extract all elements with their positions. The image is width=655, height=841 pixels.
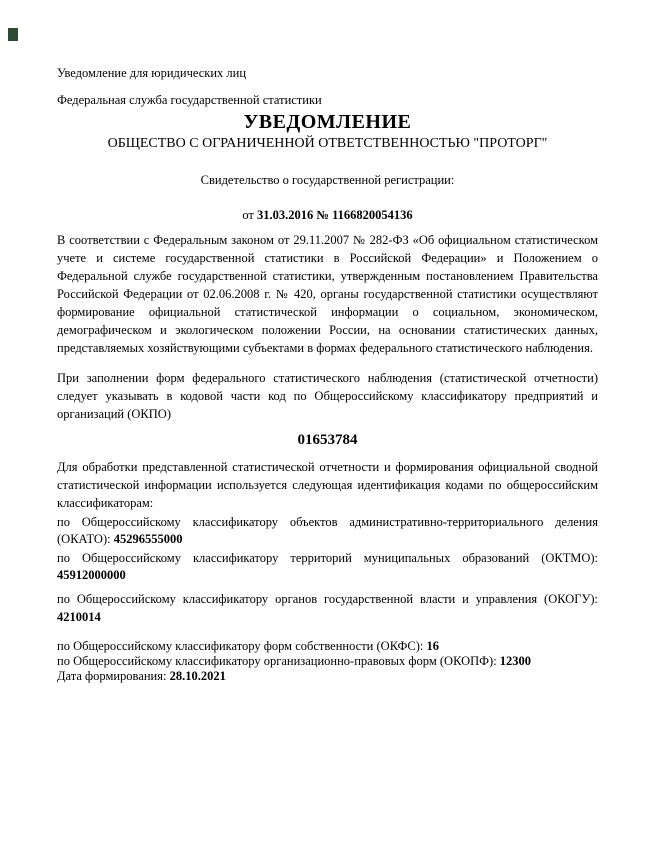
classifier-okfs — [57, 639, 598, 654]
classifier-oktmo — [57, 550, 598, 584]
classifier-okopf-code: 12300 — [499, 654, 532, 668]
agency-name: Федеральная служба государственной статистики — [57, 93, 322, 107]
classifier-oktmo-code: 45912000000 — [57, 568, 126, 582]
classifier-okogu — [57, 590, 598, 626]
classifier-okogu-code: 4210014 — [57, 610, 101, 624]
classifier-okopf-label: по Общероссийскому классификатору организационно-правовых форм (ОКОПФ): — [57, 654, 497, 668]
law-paragraph: В соответствии с Федеральным законом от 29.11.2007 № 282-ФЗ «Об официальном статистическом учете и системе государственной статистики в Российской Федерации» и Положением о Федеральной службе государственной статистики, утвержденным постановлением Правительства Российской Федерации от 02.06.2008 г. № 420, органы государственной статистики осуществляют формирование официальной статистической информации о социальном, экономическом, демографическом и экологическом положении России, на основании статистических данных, представляемых хозяйствующими субъектами в формах федерального статистического наблюдения. — [57, 233, 598, 355]
rosstat-logo-icon — [8, 28, 18, 41]
classifier-okato-code: 45296555000 — [113, 532, 183, 546]
formation-date-value: 28.10.2021 — [169, 669, 226, 683]
document-title: УВЕДОМЛЕНИЕ — [243, 111, 412, 133]
okpo-intro-paragraph: При заполнении форм федерального статистического наблюдения (статистической отчетности) следует указывать в кодовой части код по Общероссийскому классификатору предприятий и организаций (ОКПО) — [57, 371, 598, 421]
classifier-okato — [57, 514, 598, 548]
registration-value — [57, 207, 598, 223]
classifier-oktmo-label: по Общероссийскому классификатору территорий муниципальных образований (ОКТМО): — [57, 551, 598, 565]
registration-prefix: от — [242, 208, 254, 222]
classifier-okopf — [57, 654, 598, 669]
okpo-code: 01653784 — [297, 432, 358, 448]
classifier-okato-label: по Общероссийскому классификатору объектов административно-территориального деления (ОКАТО): — [57, 515, 598, 546]
registration-number: 31.03.2016 № 1166820054136 — [257, 208, 413, 222]
formation-date — [57, 669, 598, 684]
registration-label: Свидетельство о государственной регистрации: — [200, 173, 455, 187]
audience-note: Уведомление для юридических лиц — [57, 66, 247, 80]
formation-date-label: Дата формирования: — [57, 669, 167, 683]
classifier-okogu-label: по Общероссийскому классификатору органов государственной власти и управления (ОКОГУ): — [57, 592, 598, 606]
classifier-okfs-label: по Общероссийскому классификатору форм собственности (ОКФС): — [57, 639, 424, 653]
classifiers-intro-paragraph: Для обработки представленной статистической отчетности и формирования официальной сводной статистической информации используется следующая идентификация кодами по общероссийским классификаторам: — [57, 460, 598, 510]
organization-name: ОБЩЕСТВО С ОГРАНИЧЕННОЙ ОТВЕТСТВЕННОСТЬЮ "ПРОТОРГ" — [107, 136, 548, 151]
classifier-okfs-code: 16 — [426, 639, 439, 653]
